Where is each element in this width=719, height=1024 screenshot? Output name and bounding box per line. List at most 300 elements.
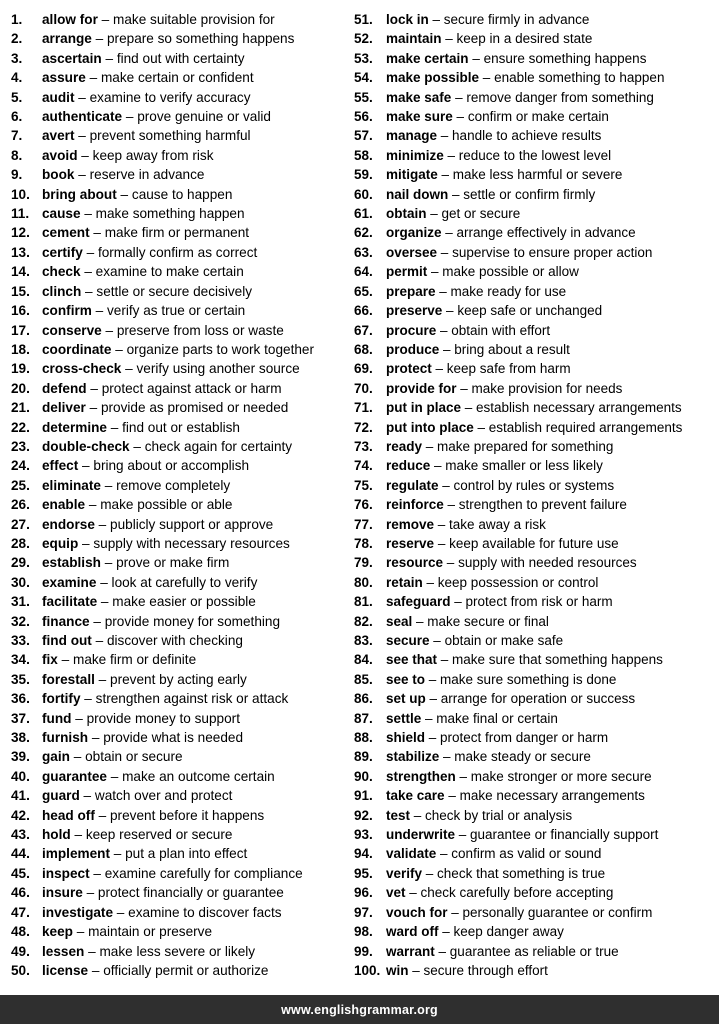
item-definition: make final or certain	[436, 710, 558, 726]
item-definition: make steady or secure	[454, 749, 591, 765]
list-item	[11, 825, 351, 844]
item-definition: obtain or secure	[85, 749, 183, 765]
item-word: verify	[386, 865, 423, 881]
item-word: allow for	[42, 12, 98, 27]
item-separator: –	[94, 516, 111, 532]
item-word: facilitate	[42, 594, 98, 610]
list-item	[354, 321, 716, 340]
item-word: see to	[386, 671, 426, 687]
item-word: fix	[42, 652, 58, 668]
item-number: 55.	[354, 89, 373, 105]
item-word: make certain	[386, 50, 469, 66]
item-number: 97.	[354, 904, 373, 920]
item-separator: –	[412, 613, 428, 629]
list-item	[11, 29, 351, 48]
item-definition: make ready for use	[450, 283, 567, 299]
item-number: 2.	[11, 31, 23, 47]
item-separator: –	[91, 303, 107, 319]
item-number: 76.	[354, 497, 373, 513]
item-separator: –	[85, 400, 101, 416]
item-number: 66.	[354, 303, 373, 319]
item-word: ready	[386, 438, 423, 454]
item-number: 93.	[354, 827, 373, 843]
list-item	[354, 553, 716, 572]
list-item	[354, 398, 716, 417]
item-separator: –	[97, 12, 114, 27]
list-item	[354, 903, 716, 922]
item-separator: –	[69, 749, 86, 765]
item-definition: make firm or definite	[73, 652, 197, 668]
word-list-column-left	[11, 10, 351, 980]
list-item	[11, 631, 351, 650]
item-word: forestall	[42, 671, 95, 687]
item-separator: –	[78, 458, 94, 474]
item-definition: supply with needed resources	[458, 555, 637, 571]
item-number: 4.	[11, 70, 23, 86]
item-separator: –	[89, 865, 105, 881]
list-item	[354, 825, 716, 844]
item-word: hold	[42, 827, 71, 843]
item-word: stabilize	[386, 749, 440, 765]
list-item	[11, 359, 351, 378]
item-word: permit	[386, 264, 428, 280]
item-number: 77.	[354, 516, 373, 532]
item-definition: verify using another source	[136, 361, 300, 377]
item-word: cement	[42, 225, 90, 241]
item-word: underwrite	[386, 827, 456, 843]
list-item	[11, 689, 351, 708]
item-separator: –	[455, 827, 471, 843]
list-item	[354, 340, 716, 359]
item-separator: –	[448, 186, 464, 202]
item-number: 46.	[11, 885, 30, 901]
list-item	[354, 223, 716, 242]
item-number: 39.	[11, 749, 30, 765]
item-definition: discover with checking	[106, 633, 243, 648]
list-item	[11, 282, 351, 301]
item-separator: –	[97, 594, 113, 610]
list-item	[354, 379, 716, 398]
item-separator: –	[79, 788, 95, 804]
item-separator: –	[100, 555, 117, 571]
item-definition: check that something is true	[437, 865, 606, 881]
item-separator: –	[429, 633, 445, 648]
item-number: 14.	[11, 264, 30, 280]
list-item	[11, 573, 351, 592]
item-word: determine	[42, 419, 107, 435]
item-number: 21.	[11, 400, 30, 416]
item-number: 16.	[11, 303, 30, 319]
item-definition: make suitable provision for	[113, 12, 275, 27]
item-number: 99.	[354, 943, 373, 959]
item-definition: establish necessary arrangements	[476, 400, 682, 416]
list-item	[354, 573, 716, 592]
item-word: nail down	[386, 186, 449, 202]
item-word: examine	[42, 574, 97, 590]
item-number: 3.	[11, 50, 23, 66]
item-word: furnish	[42, 730, 89, 746]
item-separator: –	[81, 283, 97, 299]
item-number: 81.	[354, 594, 373, 610]
item-number: 29.	[11, 555, 30, 571]
item-number: 50.	[11, 962, 30, 978]
item-number: 18.	[11, 341, 30, 357]
item-word: regulate	[386, 477, 439, 493]
item-separator: –	[439, 341, 455, 357]
item-word: provide for	[386, 380, 457, 396]
item-number: 72.	[354, 419, 373, 435]
item-separator: –	[72, 924, 89, 940]
item-number: 82.	[354, 613, 373, 629]
item-word: cross-check	[42, 361, 122, 377]
item-separator: –	[111, 341, 127, 357]
list-item	[11, 49, 351, 68]
item-separator: –	[129, 438, 145, 454]
list-item	[11, 942, 351, 961]
item-separator: –	[91, 633, 107, 648]
item-definition: protect from risk or harm	[465, 594, 613, 610]
item-number: 12.	[11, 225, 30, 241]
item-definition: make something happen	[95, 206, 245, 222]
item-word: implement	[42, 846, 110, 862]
list-item	[11, 883, 351, 902]
item-number: 31.	[11, 594, 30, 610]
item-word: finance	[42, 613, 90, 629]
item-separator: –	[109, 846, 126, 862]
item-number: 61.	[354, 206, 373, 222]
list-item	[11, 495, 351, 514]
list-item	[11, 709, 351, 728]
item-word: manage	[386, 128, 438, 144]
item-definition: enable something to happen	[494, 70, 665, 86]
item-separator: –	[455, 768, 471, 784]
item-number: 33.	[11, 633, 30, 648]
item-word: safeguard	[386, 594, 451, 610]
item-separator: –	[443, 497, 459, 513]
list-item	[11, 670, 351, 689]
list-item	[354, 204, 716, 223]
list-item	[354, 437, 716, 456]
item-word: assure	[42, 70, 86, 86]
list-item	[11, 806, 351, 825]
item-number: 48.	[11, 924, 30, 940]
item-number: 20.	[11, 380, 30, 396]
item-number: 24.	[11, 458, 30, 474]
list-item	[354, 922, 716, 941]
item-word: reduce	[386, 458, 431, 474]
list-item	[11, 612, 351, 631]
item-separator: –	[441, 31, 457, 47]
item-separator: –	[425, 730, 441, 746]
list-item	[11, 301, 351, 320]
item-word: avert	[42, 128, 75, 144]
item-separator: –	[89, 613, 105, 629]
item-word: remove	[386, 516, 435, 532]
item-definition: make firm or permanent	[104, 225, 250, 241]
item-definition: reserve in advance	[89, 167, 205, 183]
list-item	[354, 495, 716, 514]
item-separator: –	[426, 206, 442, 222]
item-number: 19.	[11, 361, 30, 377]
item-separator: –	[425, 691, 441, 707]
item-separator: –	[436, 846, 452, 862]
item-word: see that	[386, 652, 438, 668]
item-definition: secure firmly in advance	[443, 12, 590, 27]
list-item	[11, 922, 351, 941]
item-word: organize	[386, 225, 442, 241]
item-definition: examine to verify accuracy	[89, 89, 251, 105]
item-number: 87.	[354, 710, 373, 726]
item-number: 10.	[11, 186, 30, 202]
item-word: confirm	[42, 303, 92, 319]
item-definition: prove or make firm	[116, 555, 230, 571]
item-separator: –	[451, 89, 467, 105]
website-url: www.englishgrammar.org	[281, 1002, 438, 1017]
item-number: 70.	[354, 380, 373, 396]
item-definition: guarantee or financially support	[470, 827, 659, 843]
item-number: 94.	[354, 846, 373, 862]
item-word: double-check	[42, 438, 130, 454]
item-word: authenticate	[42, 109, 123, 125]
item-word: find out	[42, 633, 92, 648]
item-definition: provide what is needed	[103, 730, 244, 746]
list-item	[354, 282, 716, 301]
item-word: ward off	[386, 924, 439, 940]
item-definition: make less severe or likely	[99, 943, 256, 959]
item-definition: make an outcome certain	[122, 768, 275, 784]
item-definition: keep available for future use	[449, 535, 619, 551]
item-number: 43.	[11, 827, 30, 843]
item-word: coordinate	[42, 341, 112, 357]
item-number: 86.	[354, 691, 373, 707]
item-word: effect	[42, 458, 79, 474]
item-definition: control by rules or systems	[453, 477, 615, 493]
item-separator: –	[443, 147, 459, 163]
item-number: 74.	[354, 458, 373, 474]
item-definition: ensure something happens	[483, 50, 647, 66]
item-definition: get or secure	[441, 206, 521, 222]
item-separator: –	[430, 458, 446, 474]
item-definition: bring about a result	[454, 341, 570, 357]
item-separator: –	[88, 730, 104, 746]
item-definition: remove completely	[116, 477, 231, 493]
item-word: settle	[386, 710, 422, 726]
item-number: 26.	[11, 497, 30, 513]
list-item	[11, 88, 351, 107]
item-number: 41.	[11, 788, 30, 804]
item-word: guarantee	[42, 768, 107, 784]
item-definition: make certain or confident	[100, 70, 254, 86]
item-definition: make possible or allow	[442, 264, 579, 280]
item-number: 49.	[11, 943, 30, 959]
list-item	[11, 747, 351, 766]
item-definition: protect financially or guarantee	[97, 885, 284, 901]
item-word: head off	[42, 807, 95, 823]
item-separator: –	[479, 70, 495, 86]
item-number: 5.	[11, 89, 23, 105]
item-separator: –	[410, 807, 426, 823]
item-separator: –	[101, 322, 117, 338]
item-word: license	[42, 962, 89, 978]
item-definition: check again for certainty	[144, 438, 293, 454]
item-definition: look at carefully to verify	[111, 574, 258, 590]
item-word: make sure	[386, 109, 453, 125]
item-separator: –	[439, 749, 455, 765]
item-number: 7.	[11, 128, 23, 144]
list-item	[354, 262, 716, 281]
item-separator: –	[70, 827, 86, 843]
item-word: secure	[386, 633, 430, 648]
item-separator: –	[122, 109, 138, 125]
item-word: arrange	[42, 31, 92, 47]
list-item	[354, 592, 716, 611]
item-word: conserve	[42, 322, 102, 338]
item-separator: –	[441, 225, 457, 241]
list-item	[11, 864, 351, 883]
item-definition: keep safe or unchanged	[457, 303, 603, 319]
item-definition: personally guarantee or confirm	[462, 904, 653, 920]
list-item	[11, 107, 351, 126]
item-definition: arrange effectively in advance	[456, 225, 636, 241]
item-word: prepare	[386, 283, 436, 299]
item-number: 80.	[354, 574, 373, 590]
item-number: 68.	[354, 341, 373, 357]
item-word: obtain	[386, 206, 427, 222]
item-separator: –	[422, 438, 438, 454]
item-word: check	[42, 264, 81, 280]
item-number: 64.	[354, 264, 373, 280]
item-word: bring about	[42, 186, 117, 202]
item-separator: –	[434, 943, 450, 959]
item-word: establish	[42, 555, 101, 571]
item-number: 96.	[354, 885, 373, 901]
item-number: 11.	[11, 206, 30, 222]
item-word: protect	[386, 361, 432, 377]
item-separator: –	[438, 924, 454, 940]
item-number: 54.	[354, 70, 373, 86]
item-word: guard	[42, 788, 80, 804]
list-item	[354, 88, 716, 107]
list-item	[354, 456, 716, 475]
list-item	[354, 68, 716, 87]
item-number: 53.	[354, 50, 373, 66]
list-item	[354, 786, 716, 805]
item-separator: –	[91, 31, 107, 47]
item-definition: strengthen against risk or attack	[95, 691, 289, 707]
item-word: fund	[42, 710, 72, 726]
item-word: clinch	[42, 283, 82, 299]
item-definition: keep reserved or secure	[85, 827, 233, 843]
item-definition: maintain or preserve	[88, 924, 213, 940]
list-item	[11, 68, 351, 87]
item-definition: check carefully before accepting	[420, 885, 614, 901]
item-number: 91.	[354, 788, 373, 804]
item-number: 8.	[11, 147, 23, 163]
item-word: audit	[42, 89, 75, 105]
footer-bar	[0, 995, 719, 1024]
list-item	[354, 418, 716, 437]
list-item	[11, 418, 351, 437]
item-separator: –	[101, 50, 117, 66]
item-separator: –	[106, 419, 123, 435]
item-number: 98.	[354, 924, 373, 940]
item-separator: –	[74, 128, 90, 144]
item-number: 40.	[11, 768, 30, 784]
list-item	[354, 689, 716, 708]
list-item	[11, 961, 351, 980]
item-definition: make sure something is done	[440, 671, 617, 687]
item-number: 88.	[354, 730, 373, 746]
list-item	[11, 515, 351, 534]
item-word: gain	[42, 749, 70, 765]
list-item	[354, 476, 716, 495]
item-word: keep	[42, 924, 73, 940]
list-item	[354, 747, 716, 766]
item-definition: provide money to support	[86, 710, 240, 726]
item-definition: watch over and protect	[94, 788, 233, 804]
item-definition: keep away from risk	[92, 147, 214, 163]
item-definition: officially permit or authorize	[103, 962, 269, 978]
item-definition: cause to happen	[131, 186, 233, 202]
item-definition: put a plan into effect	[125, 846, 248, 862]
list-item	[354, 942, 716, 961]
item-word: validate	[386, 846, 437, 862]
list-item	[354, 29, 716, 48]
item-separator: –	[436, 322, 452, 338]
item-number: 73.	[354, 438, 373, 454]
item-definition: arrange for operation or success	[440, 691, 636, 707]
item-separator: –	[437, 128, 453, 144]
item-definition: provide as promised or needed	[100, 400, 289, 416]
item-number: 90.	[354, 768, 373, 784]
item-word: investigate	[42, 904, 114, 920]
list-item	[11, 903, 351, 922]
item-number: 44.	[11, 846, 30, 862]
item-number: 67.	[354, 322, 373, 338]
item-number: 57.	[354, 128, 373, 144]
item-definition: make provision for needs	[471, 380, 623, 396]
item-word: win	[386, 962, 409, 978]
list-item	[354, 515, 716, 534]
item-word: make safe	[386, 89, 452, 105]
item-separator: –	[89, 225, 105, 241]
list-item	[11, 262, 351, 281]
item-separator: –	[444, 788, 460, 804]
list-item	[354, 165, 716, 184]
item-word: cause	[42, 206, 81, 222]
item-separator: –	[74, 167, 90, 183]
item-word: maintain	[386, 31, 442, 47]
item-word: set up	[386, 691, 426, 707]
item-definition: reduce to the lowest level	[458, 147, 612, 163]
list-item	[11, 379, 351, 398]
item-number: 78.	[354, 535, 373, 551]
item-separator: –	[80, 691, 96, 707]
item-word: test	[386, 807, 411, 823]
item-definition: handle to achieve results	[452, 128, 602, 144]
item-definition: find out or establish	[122, 419, 240, 435]
item-definition: protect from danger or harm	[440, 730, 609, 746]
item-number: 27.	[11, 516, 30, 532]
item-number: 9.	[11, 167, 23, 183]
item-separator: –	[88, 962, 104, 978]
item-separator: –	[80, 264, 96, 280]
item-number: 58.	[354, 147, 373, 163]
item-number: 30.	[11, 574, 30, 590]
item-definition: settle or confirm firmly	[463, 186, 596, 202]
list-item	[354, 883, 716, 902]
item-number: 47.	[11, 904, 30, 920]
